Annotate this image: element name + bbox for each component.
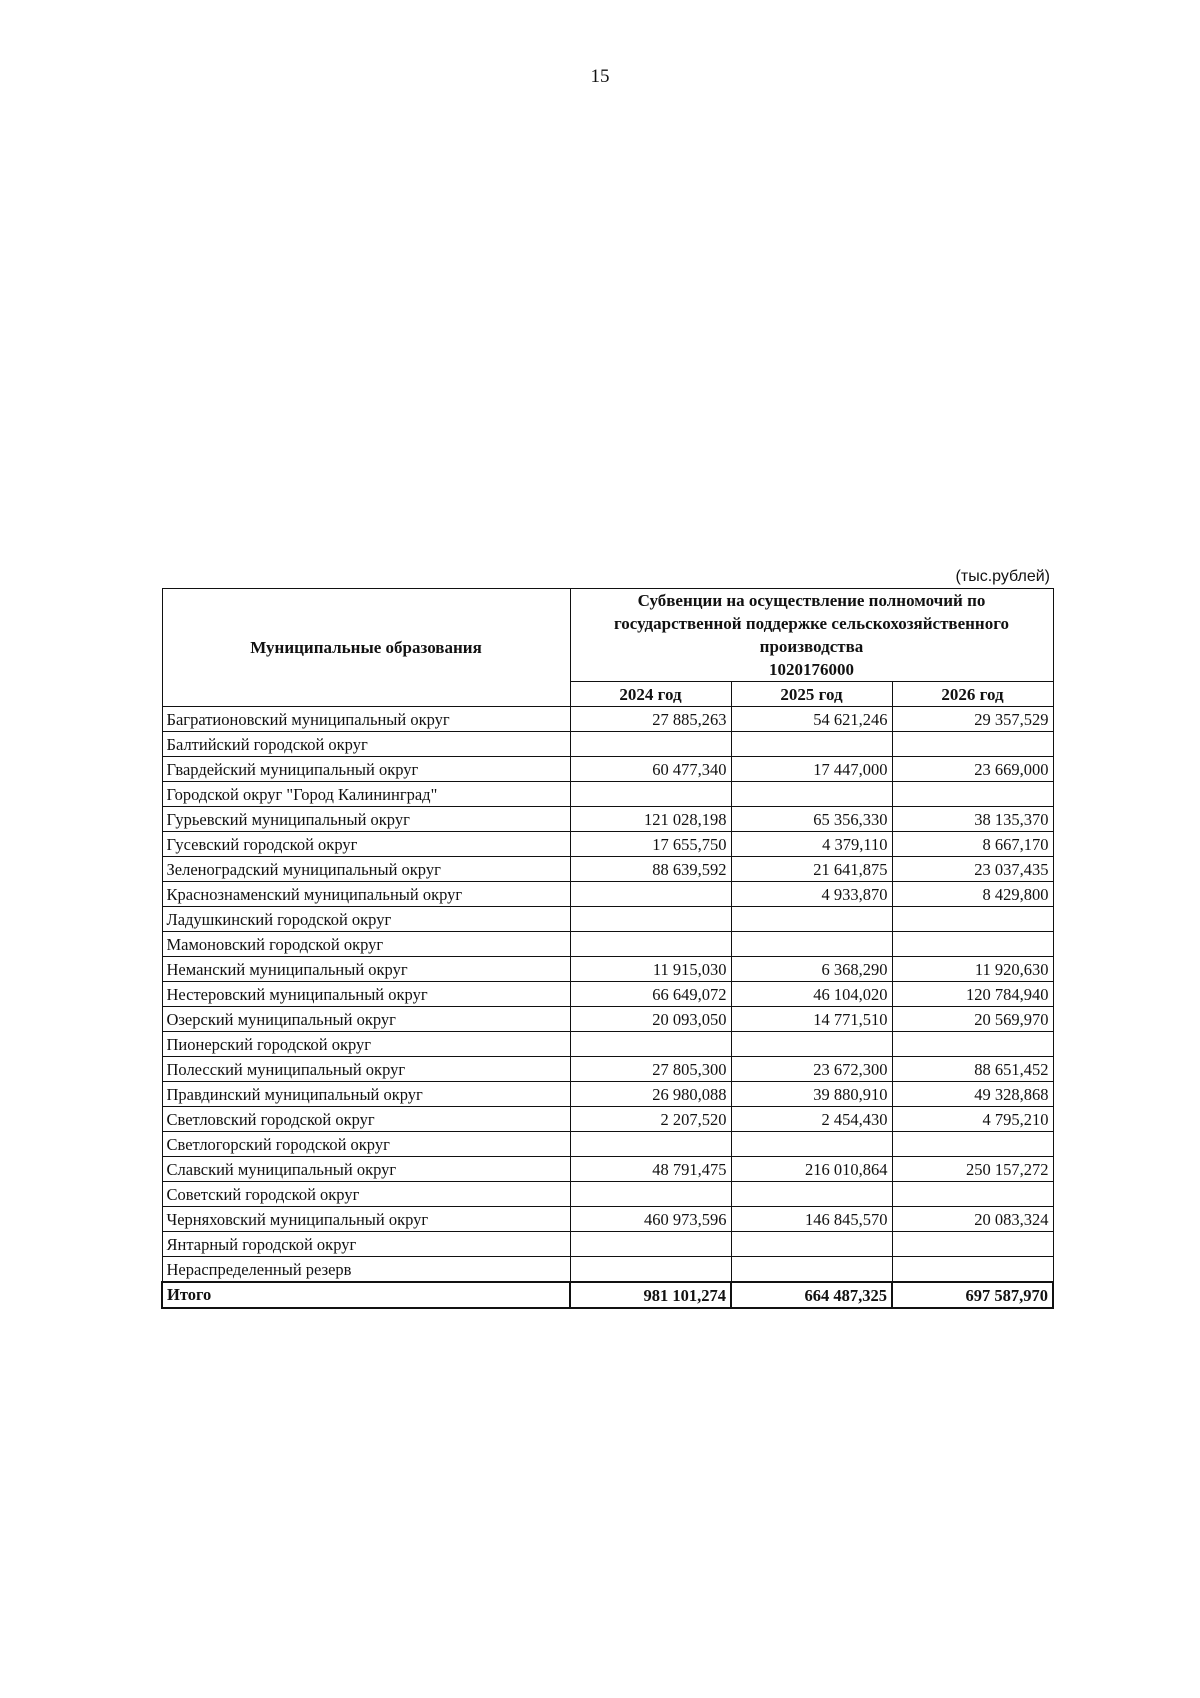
value-2024: 27 885,263 — [570, 707, 731, 732]
value-2025: 65 356,330 — [731, 807, 892, 832]
value-2025: 146 845,570 — [731, 1207, 892, 1232]
municipality-name: Неманский муниципальный округ — [162, 957, 570, 982]
value-2024 — [570, 1182, 731, 1207]
table-row — [162, 982, 1053, 1007]
table-row — [162, 1182, 1053, 1207]
table-row — [162, 932, 1053, 957]
table-row — [162, 957, 1053, 982]
table-row — [162, 907, 1053, 932]
municipality-name: Мамоновский городской округ — [162, 932, 570, 957]
value-2024: 20 093,050 — [570, 1007, 731, 1032]
value-2024: 2 207,520 — [570, 1107, 731, 1132]
value-2026: 250 157,272 — [892, 1157, 1053, 1182]
value-2024: 27 805,300 — [570, 1057, 731, 1082]
value-2026: 23 669,000 — [892, 757, 1053, 782]
value-2025: 4 379,110 — [731, 832, 892, 857]
table-row — [162, 1207, 1053, 1232]
value-2024 — [570, 882, 731, 907]
value-2024 — [570, 1132, 731, 1157]
table-header-row — [162, 589, 1053, 682]
value-2026 — [892, 782, 1053, 807]
value-2026 — [892, 1182, 1053, 1207]
value-2024 — [570, 732, 731, 757]
value-2026 — [892, 932, 1053, 957]
value-2025: 46 104,020 — [731, 982, 892, 1007]
municipality-name: Советский городской округ — [162, 1182, 570, 1207]
value-2026 — [892, 907, 1053, 932]
value-2025 — [731, 907, 892, 932]
table-row — [162, 782, 1053, 807]
subsidy-header-code: 1020176000 — [769, 660, 854, 679]
value-2026: 29 357,529 — [892, 707, 1053, 732]
units-label: (тыс.рублей) — [955, 568, 1050, 585]
value-2025 — [731, 1232, 892, 1257]
municipality-name: Багратионовский муниципальный округ — [162, 707, 570, 732]
municipality-name: Полесский муниципальный округ — [162, 1057, 570, 1082]
municipality-name: Городской округ "Город Калининград" — [162, 782, 570, 807]
value-2025: 2 454,430 — [731, 1107, 892, 1132]
value-2025: 21 641,875 — [731, 857, 892, 882]
table-row — [162, 1107, 1053, 1132]
value-2025 — [731, 732, 892, 757]
table-row — [162, 807, 1053, 832]
municipality-name: Гурьевский муниципальный округ — [162, 807, 570, 832]
subsidy-header-line2: государственной поддержке сельскохозяйственного — [613, 614, 1010, 633]
total-2024: 981 101,274 — [570, 1282, 731, 1308]
table-row — [162, 1132, 1053, 1157]
value-2024: 48 791,475 — [570, 1157, 731, 1182]
value-2026 — [892, 1232, 1053, 1257]
municipality-name: Ладушкинский городской округ — [162, 907, 570, 932]
municipality-name: Озерский муниципальный округ — [162, 1007, 570, 1032]
value-2025 — [731, 1182, 892, 1207]
subsidy-column-header — [570, 589, 1053, 682]
value-2024: 121 028,198 — [570, 807, 731, 832]
municipality-name: Славский муниципальный округ — [162, 1157, 570, 1182]
value-2025: 54 621,246 — [731, 707, 892, 732]
subsidy-table — [161, 588, 1054, 1309]
year-header-2025: 2025 год — [731, 682, 892, 707]
value-2025 — [731, 1257, 892, 1283]
year-header-2026: 2026 год — [892, 682, 1053, 707]
municipality-column-header: Муниципальные образования — [162, 589, 570, 707]
municipality-name: Черняховский муниципальный округ — [162, 1207, 570, 1232]
value-2026: 8 429,800 — [892, 882, 1053, 907]
value-2026: 23 037,435 — [892, 857, 1053, 882]
value-2026: 20 083,324 — [892, 1207, 1053, 1232]
value-2025 — [731, 782, 892, 807]
value-2025: 23 672,300 — [731, 1057, 892, 1082]
total-2025: 664 487,325 — [731, 1282, 892, 1308]
municipality-name: Светлогорский городской округ — [162, 1132, 570, 1157]
table-row — [162, 732, 1053, 757]
value-2025 — [731, 1132, 892, 1157]
subsidy-header-line3: производства — [759, 637, 864, 656]
municipality-name: Гусевский городской округ — [162, 832, 570, 857]
value-2024 — [570, 782, 731, 807]
value-2026: 8 667,170 — [892, 832, 1053, 857]
total-2026: 697 587,970 — [892, 1282, 1053, 1308]
total-row — [162, 1282, 1053, 1308]
year-header-2024: 2024 год — [570, 682, 731, 707]
municipality-name: Светловский городской округ — [162, 1107, 570, 1132]
value-2025: 14 771,510 — [731, 1007, 892, 1032]
value-2024: 17 655,750 — [570, 832, 731, 857]
value-2026: 4 795,210 — [892, 1107, 1053, 1132]
subsidy-header-line1: Субвенции на осуществление полномочий по — [637, 591, 986, 610]
municipality-name: Балтийский городской округ — [162, 732, 570, 757]
value-2025: 6 368,290 — [731, 957, 892, 982]
value-2025: 39 880,910 — [731, 1082, 892, 1107]
value-2026 — [892, 1032, 1053, 1057]
value-2026: 88 651,452 — [892, 1057, 1053, 1082]
municipality-name: Зеленоградский муниципальный округ — [162, 857, 570, 882]
value-2026: 49 328,868 — [892, 1082, 1053, 1107]
municipality-name: Правдинский муниципальный округ — [162, 1082, 570, 1107]
municipality-name: Гвардейский муниципальный округ — [162, 757, 570, 782]
table-row — [162, 757, 1053, 782]
table-row — [162, 1157, 1053, 1182]
value-2026 — [892, 1132, 1053, 1157]
page-number: 15 — [590, 66, 610, 87]
value-2026 — [892, 1257, 1053, 1283]
municipality-name: Краснознаменский муниципальный округ — [162, 882, 570, 907]
value-2026: 38 135,370 — [892, 807, 1053, 832]
value-2024 — [570, 932, 731, 957]
value-2024: 60 477,340 — [570, 757, 731, 782]
value-2025: 17 447,000 — [731, 757, 892, 782]
table-body — [162, 707, 1053, 1283]
municipality-name: Янтарный городской округ — [162, 1232, 570, 1257]
value-2026: 120 784,940 — [892, 982, 1053, 1007]
value-2025: 216 010,864 — [731, 1157, 892, 1182]
value-2024 — [570, 1032, 731, 1057]
value-2026 — [892, 732, 1053, 757]
table-row — [162, 1257, 1053, 1283]
value-2024: 11 915,030 — [570, 957, 731, 982]
table-row — [162, 707, 1053, 732]
value-2024: 88 639,592 — [570, 857, 731, 882]
municipality-name: Пионерский городской округ — [162, 1032, 570, 1057]
total-label: Итого — [162, 1282, 570, 1308]
value-2025 — [731, 932, 892, 957]
value-2024: 26 980,088 — [570, 1082, 731, 1107]
value-2026: 20 569,970 — [892, 1007, 1053, 1032]
table-row — [162, 857, 1053, 882]
value-2024 — [570, 1257, 731, 1283]
table-row — [162, 1007, 1053, 1032]
value-2024: 66 649,072 — [570, 982, 731, 1007]
municipality-name: Нераспределенный резерв — [162, 1257, 570, 1283]
value-2025 — [731, 1032, 892, 1057]
table-row — [162, 1232, 1053, 1257]
value-2025: 4 933,870 — [731, 882, 892, 907]
table-row — [162, 1057, 1053, 1082]
table-row — [162, 832, 1053, 857]
value-2024: 460 973,596 — [570, 1207, 731, 1232]
value-2026: 11 920,630 — [892, 957, 1053, 982]
table-row — [162, 882, 1053, 907]
table-row — [162, 1082, 1053, 1107]
value-2024 — [570, 907, 731, 932]
table-row — [162, 1032, 1053, 1057]
municipality-name: Нестеровский муниципальный округ — [162, 982, 570, 1007]
value-2024 — [570, 1232, 731, 1257]
